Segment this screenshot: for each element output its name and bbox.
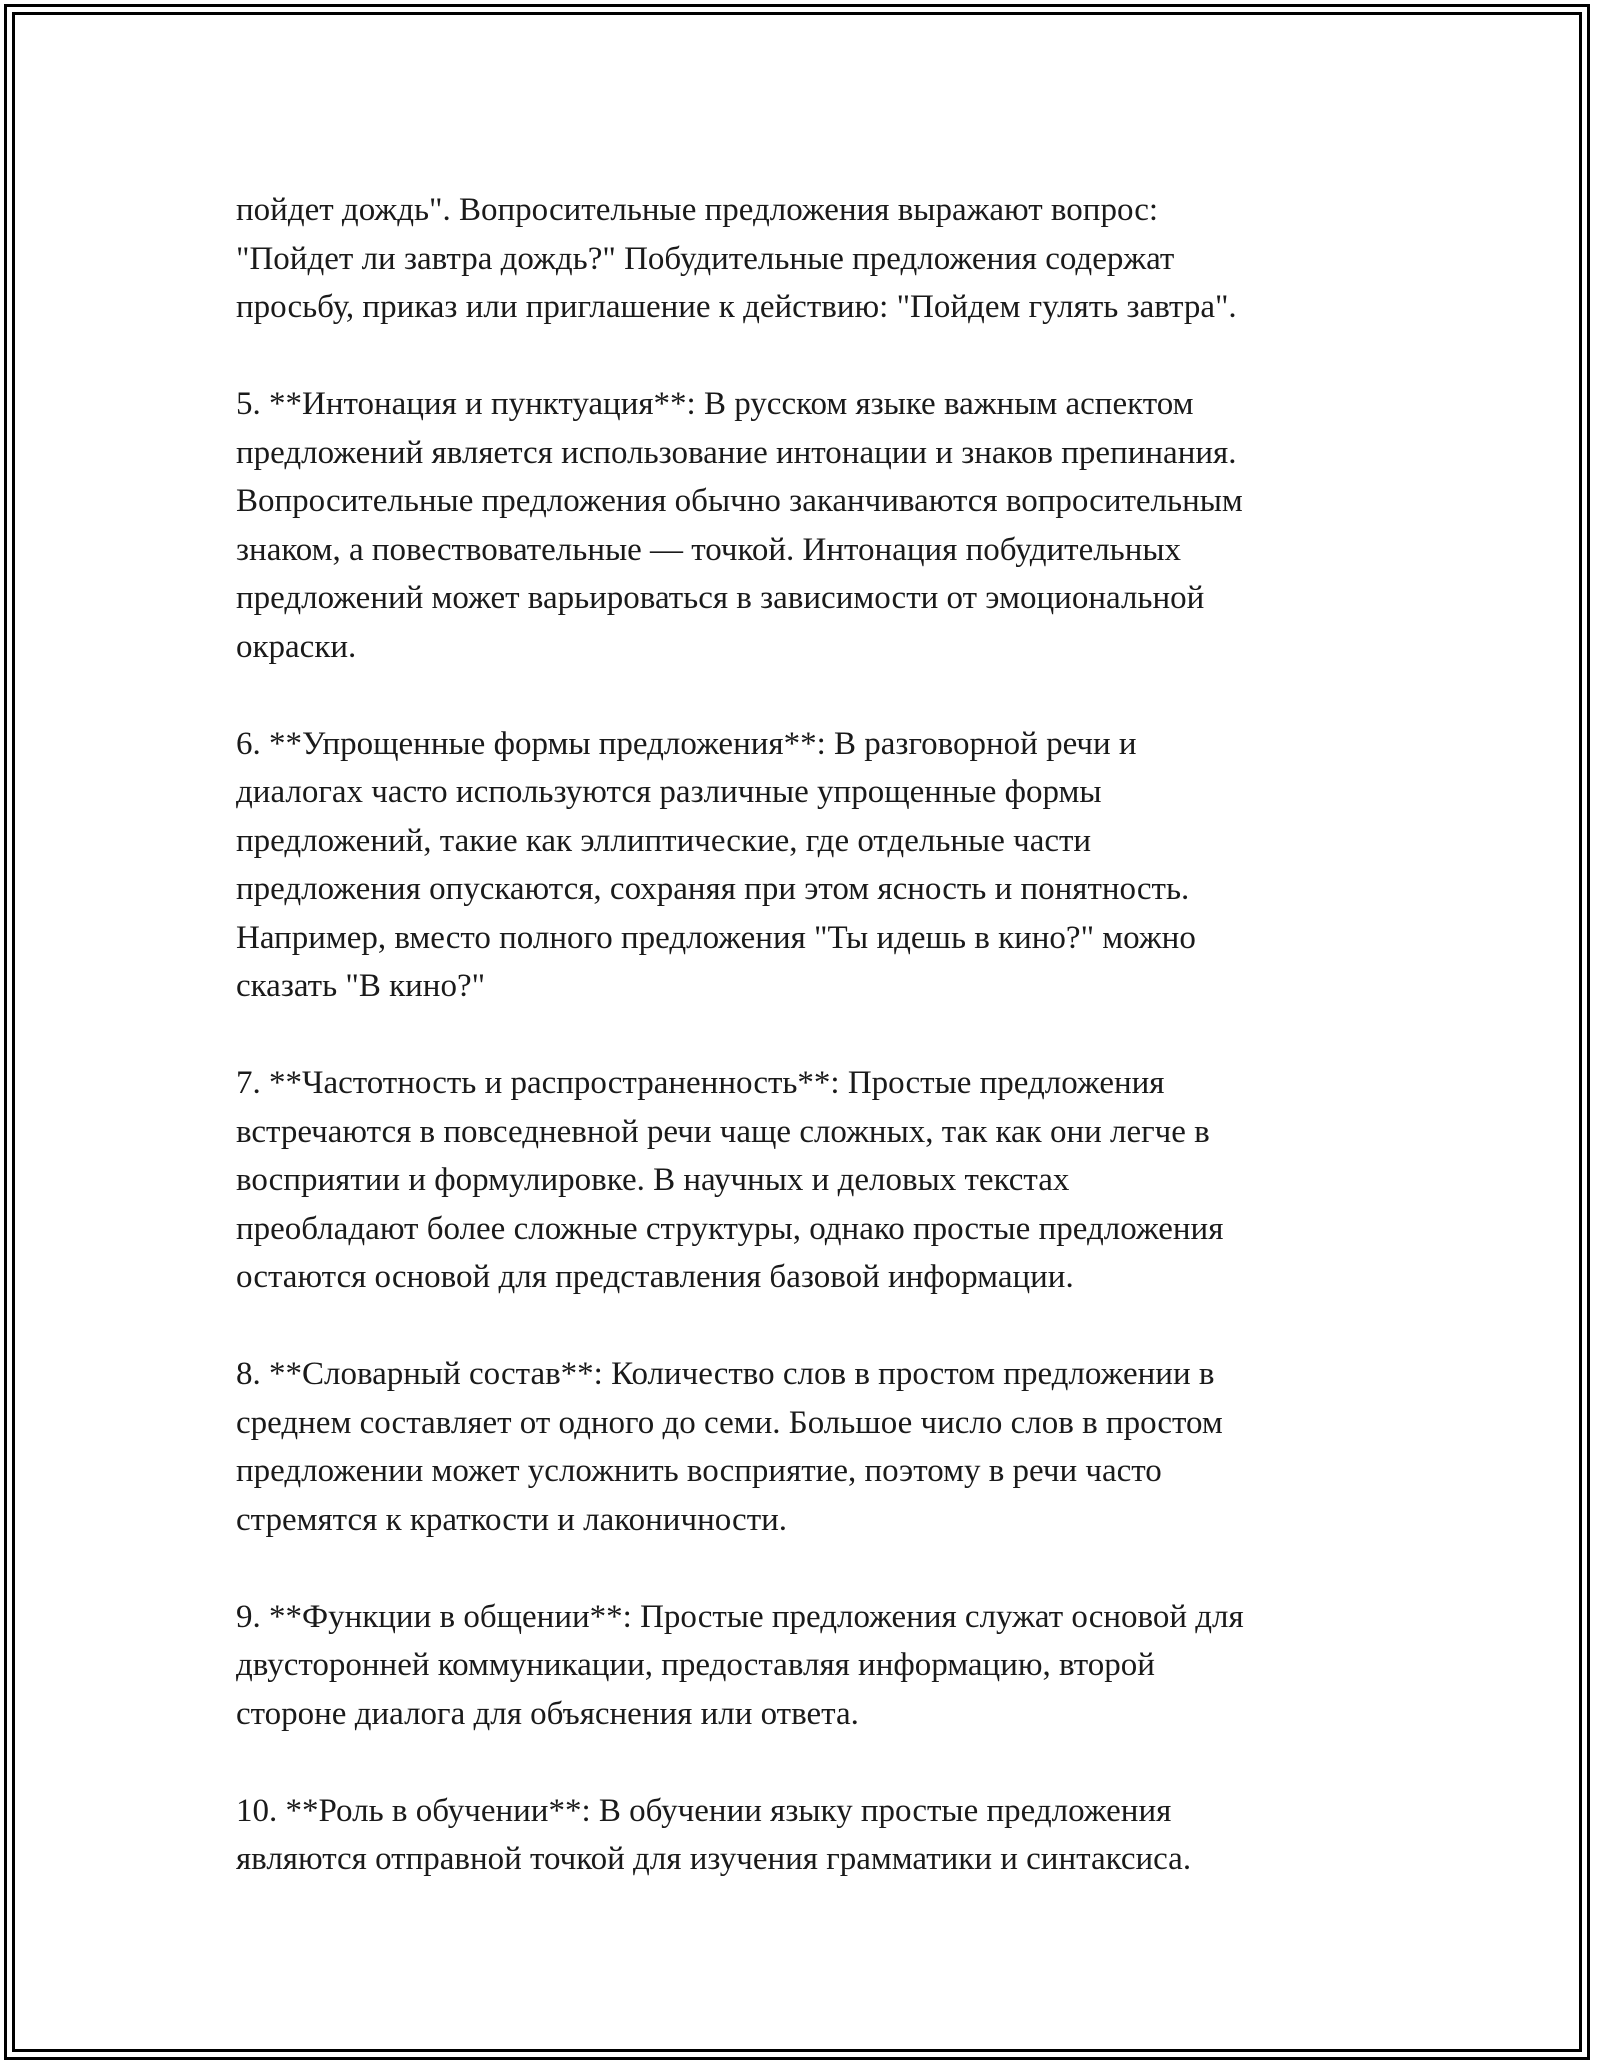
text-line: окраски. <box>236 628 357 665</box>
text-line: предложений может варьироваться в зависимости от эмоциональной <box>236 580 1205 616</box>
document-body <box>236 186 1396 1884</box>
text-line: пойдет дождь". Вопросительные предложения выражают вопрос: <box>236 192 1159 228</box>
text-line: предложении может усложнить восприятие, поэтому в речи часто <box>236 1453 1162 1489</box>
paragraph <box>236 720 1396 1011</box>
text-line: восприятии и формулировке. В научных и деловых текстах <box>236 1162 1070 1198</box>
text-line: знаком, а повествовательные — точкой. Интонация побудительных <box>236 531 1182 568</box>
text-line: просьбу, приказ или приглашение к действию: "Пойдем гулять завтра". <box>236 289 1237 325</box>
text-line: сказать "В кино?" <box>236 968 486 1004</box>
paragraph <box>236 1059 1396 1302</box>
text-line: 8. **Словарный состав**: Количество слов в простом предложении в <box>236 1356 1215 1392</box>
text-line: 10. **Роль в обучении**: В обучении языку простые предложения <box>236 1792 1172 1829</box>
text-line: среднем составляет от одного до семи. Большое число слов в простом <box>236 1404 1223 1441</box>
text-line: Например, вместо полного предложения "Ты идешь в кино?" можно <box>236 919 1196 956</box>
text-line: двусторонней коммуникации, предоставляя информацию, второй <box>236 1647 1155 1683</box>
text-line: остаются основой для представления базовой информации. <box>236 1259 1074 1295</box>
paragraph <box>236 1593 1396 1739</box>
text-line: 7. **Частотность и распространенность**: Простые предложения <box>236 1065 1165 1101</box>
paragraph <box>236 186 1396 332</box>
text-line: "Пойдет ли завтра дождь?" Побудительные предложения содержат <box>236 240 1175 277</box>
paragraph <box>236 1350 1396 1544</box>
paragraph <box>236 1787 1396 1884</box>
text-line: стремятся к краткости и лаконичности. <box>236 1501 788 1538</box>
text-line: стороне диалога для объяснения или ответа. <box>236 1695 859 1732</box>
paragraph <box>236 380 1396 671</box>
text-line: 5. **Интонация и пунктуация**: В русском языке важным аспектом <box>236 386 1194 422</box>
text-line: предложений является использование интонации и знаков препинания. <box>236 434 1237 471</box>
text-line: диалогах часто используются различные упрощенные формы <box>236 774 1102 810</box>
text-line: 9. **Функции в общении**: Простые предложения служат основой для <box>236 1598 1244 1635</box>
text-line: 6. **Упрощенные формы предложения**: В разговорной речи и <box>236 725 1137 762</box>
text-line: Вопросительные предложения обычно заканчиваются вопросительным <box>236 483 1243 519</box>
text-line: предложения опускаются, сохраняя при этом ясность и понятность. <box>236 871 1190 907</box>
text-line: встречаются в повседневной речи чаще сложных, так как они легче в <box>236 1113 1210 1150</box>
text-line: преобладают более сложные структуры, однако простые предложения <box>236 1210 1224 1247</box>
text-line: предложений, такие как эллиптические, где отдельные части <box>236 822 1092 859</box>
text-line: являются отправной точкой для изучения грамматики и синтаксиса. <box>236 1841 1192 1877</box>
